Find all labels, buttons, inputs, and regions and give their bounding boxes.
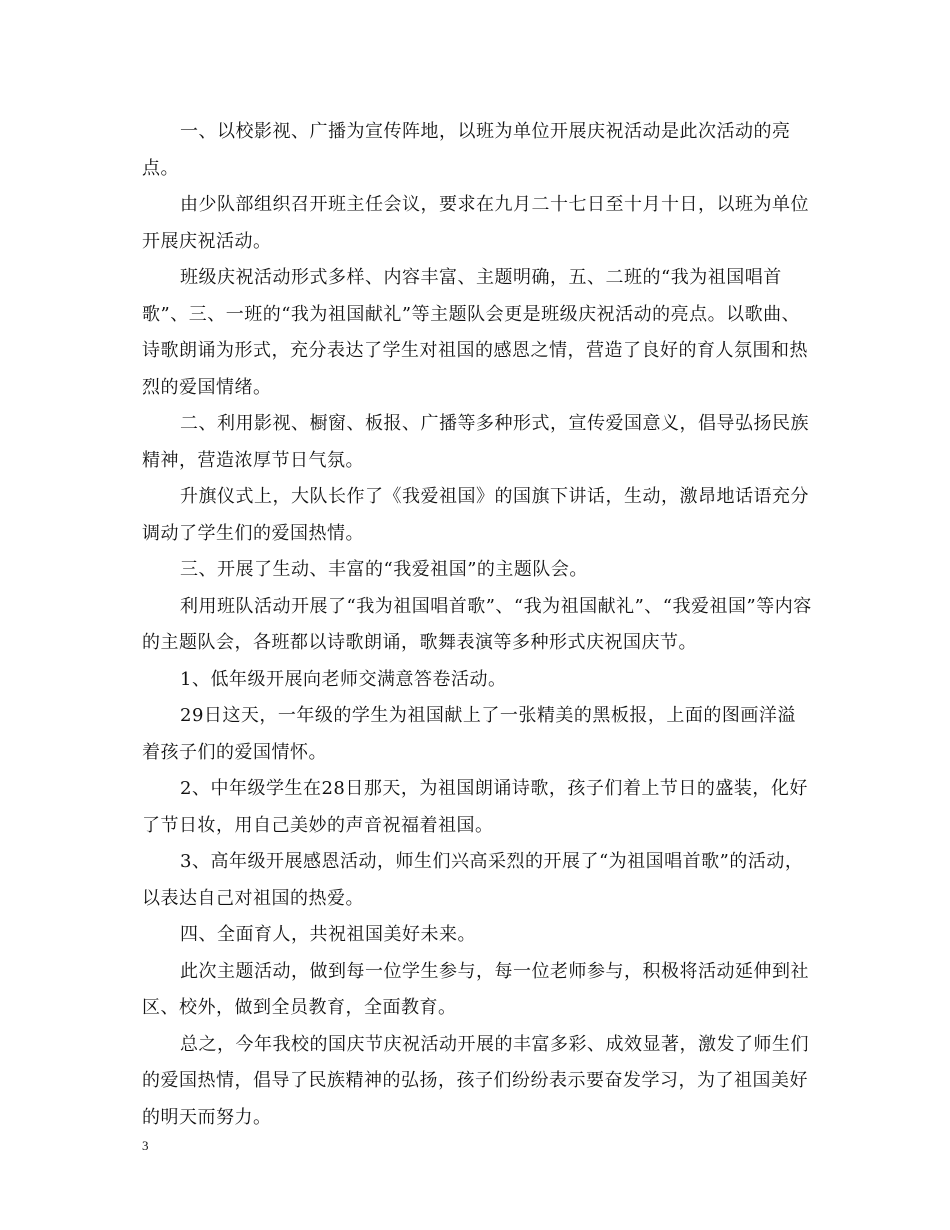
paragraph-highlight-broadcast: 一、以校影视、广播为宣传阵地，以班为单位开展庆祝活动是此次活动的亮点。 xyxy=(142,121,791,179)
page-number: 3 xyxy=(142,1138,149,1153)
document-body xyxy=(142,114,814,1136)
paragraph-class-activities: 班级庆祝活动形式多样、内容丰富、主题明确，五、二班的“我为祖国唱首歌”、三、一班的“我为祖国献礼”等主题队会更是班级庆祝活动的亮点。以歌曲、诗歌朗诵为形式，充分表达了学生对祖国的感恩之情，营造了良好的育人氛围和热烈的爱国情绪。 xyxy=(142,267,808,398)
paragraph-promotion-forms: 二、利用影视、橱窗、板报、广播等多种形式，宣传爱国意义，倡导弘扬民族精神，营造浓厚节日气氛。 xyxy=(142,413,809,471)
paragraph-theme-meeting-details: 利用班队活动开展了“我为祖国唱首歌”、“我为祖国献礼”、“我爱祖国”等内容的主题队会，各班都以诗歌朗诵，歌舞表演等多种形式庆祝国庆节。 xyxy=(142,595,812,653)
paragraph-summary: 总之，今年我校的国庆节庆祝活动开展的丰富多彩、成效显著，激发了师生们的爱国热情，倡导了民族精神的弘扬，孩子们纷纷表示要奋发学习，为了祖国美好的明天而努力。 xyxy=(142,1033,809,1128)
paragraph-middle-grade: 2、中年级学生在28日那天，为祖国朗诵诗歌，孩子们着上节日的盛装，化好了节日妆，用自己美妙的声音祝福着祖国。 xyxy=(142,778,808,836)
paragraph-upper-grade: 3、高年级开展感恩活动，师生们兴高采烈的开展了“为祖国唱首歌”的活动，以表达自己对祖国的热爱。 xyxy=(142,851,804,909)
paragraph-education-heading: 四、全面育人，共祝祖国美好未来。 xyxy=(180,924,476,945)
paragraph-flag-ceremony: 升旗仪式上，大队长作了《我爱祖国》的国旗下讲话，生动，激昂地话语充分调动了学生们的爱国热情。 xyxy=(142,486,809,544)
paragraph-lower-grade: 1、低年级开展向老师交满意答卷活动。 xyxy=(180,668,507,690)
paragraph-theme-meeting-heading: 三、开展了生动、丰富的“我爱祖国”的主题队会。 xyxy=(180,559,588,580)
paragraph-teacher-meeting: 由少队部组织召开班主任会议，要求在九月二十七日至十月十日，以班为单位开展庆祝活动。 xyxy=(142,194,809,252)
paragraph-participation: 此次主题活动，做到每一位学生参与，每一位老师参与，积极将活动延伸到社区、校外，做到全员教育，全面教育。 xyxy=(142,960,809,1018)
paragraph-blackboard-29th: 29日这天，一年级的学生为祖国献上了一张精美的黑板报，上面的图画洋溢着孩子们的爱国情怀。 xyxy=(142,705,796,763)
